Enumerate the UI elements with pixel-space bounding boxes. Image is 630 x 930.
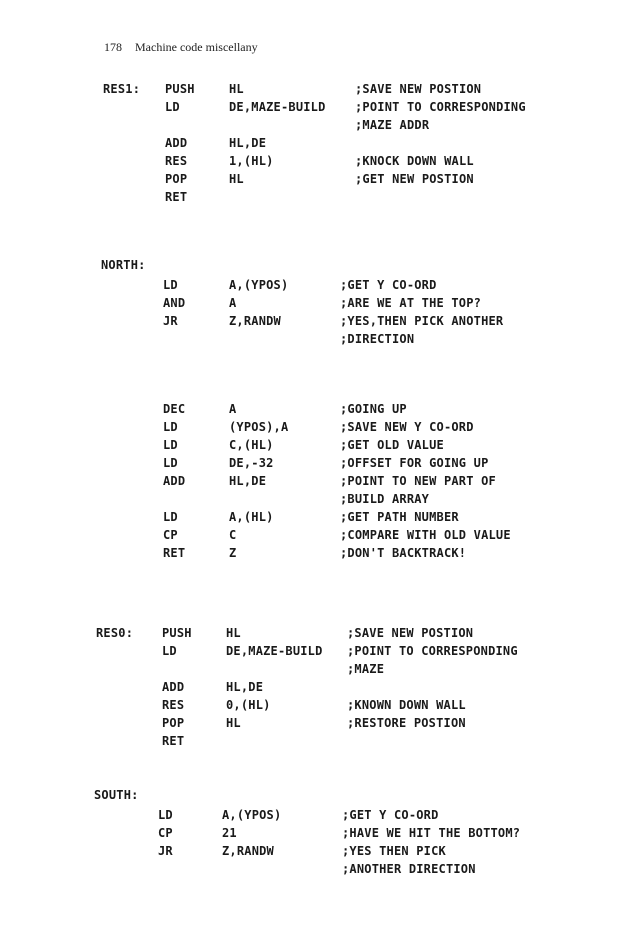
code-line (0, 98, 630, 116)
code-mnemonic: POP (162, 716, 185, 730)
code-operand: DE,MAZE-BUILD (226, 644, 323, 658)
code-mnemonic: JR (163, 314, 178, 328)
code-mnemonic: LD (165, 100, 180, 114)
code-line (0, 472, 630, 490)
code-operand: HL (226, 716, 241, 730)
code-mnemonic: JR (158, 844, 173, 858)
code-operand: HL (229, 172, 244, 186)
code-comment: ;HAVE WE HIT THE BOTTOM? (342, 826, 521, 840)
page-number: 178 (104, 40, 122, 54)
code-operand: HL (226, 626, 241, 640)
code-line (0, 418, 630, 436)
code-mnemonic: RES (165, 154, 188, 168)
code-operand: HL,DE (226, 680, 264, 694)
code-operand: HL (229, 82, 244, 96)
code-operand: DE,-32 (229, 456, 274, 470)
code-operand: HL,DE (229, 136, 267, 150)
code-comment: ;GET Y CO-ORD (342, 808, 439, 822)
code-line (0, 170, 630, 188)
code-comment: ;POINT TO CORRESPONDING (347, 644, 518, 658)
code-mnemonic: LD (163, 510, 178, 524)
code-mnemonic: PUSH (162, 626, 192, 640)
code-label: SOUTH: (94, 788, 139, 802)
code-line (0, 312, 630, 330)
chapter-title: Machine code miscellany (135, 40, 258, 54)
code-line (0, 508, 630, 526)
code-line (0, 624, 630, 642)
code-label: NORTH: (101, 258, 146, 272)
code-comment: ;SAVE NEW POSTION (347, 626, 474, 640)
code-line (0, 732, 630, 750)
code-mnemonic: CP (158, 826, 173, 840)
code-mnemonic: LD (163, 456, 178, 470)
code-line (0, 842, 630, 860)
code-comment: ;YES,THEN PICK ANOTHER (340, 314, 504, 328)
code-line (0, 678, 630, 696)
code-line (0, 526, 630, 544)
code-comment: ;OFFSET FOR GOING UP (340, 456, 489, 470)
code-line (0, 276, 630, 294)
code-mnemonic: POP (165, 172, 188, 186)
code-mnemonic: LD (162, 644, 177, 658)
code-comment: ;KNOCK DOWN WALL (355, 154, 474, 168)
code-line (0, 544, 630, 562)
code-comment: ;GET OLD VALUE (340, 438, 444, 452)
code-line (0, 786, 630, 804)
code-comment: ;POINT TO NEW PART OF (340, 474, 496, 488)
code-line (0, 454, 630, 472)
code-operand: 21 (222, 826, 237, 840)
code-label: RES1: (103, 82, 141, 96)
code-comment: ;YES THEN PICK (342, 844, 446, 858)
code-mnemonic: RET (165, 190, 188, 204)
code-operand: Z,RANDW (229, 314, 281, 328)
code-mnemonic: LD (158, 808, 173, 822)
code-line (0, 660, 630, 678)
code-mnemonic: RET (163, 546, 186, 560)
code-line (0, 642, 630, 660)
code-label: RES0: (96, 626, 134, 640)
code-line (0, 436, 630, 454)
code-line (0, 152, 630, 170)
code-line (0, 490, 630, 508)
code-line (0, 860, 630, 878)
code-operand: 1,(HL) (229, 154, 274, 168)
code-line (0, 80, 630, 98)
code-operand: C,(HL) (229, 438, 274, 452)
code-comment: ;GOING UP (340, 402, 407, 416)
code-comment: ;GET PATH NUMBER (340, 510, 459, 524)
code-comment: ;ARE WE AT THE TOP? (340, 296, 482, 310)
code-mnemonic: ADD (163, 474, 186, 488)
code-mnemonic: LD (163, 420, 178, 434)
code-operand: 0,(HL) (226, 698, 271, 712)
code-operand: Z (229, 546, 237, 560)
code-operand: DE,MAZE-BUILD (229, 100, 326, 114)
code-operand: A (229, 296, 237, 310)
code-operand: (YPOS),A (229, 420, 289, 434)
code-line (0, 806, 630, 824)
code-mnemonic: DEC (163, 402, 186, 416)
code-comment: ;ANOTHER DIRECTION (342, 862, 476, 876)
code-comment: ;DON'T BACKTRACK! (340, 546, 467, 560)
code-operand: HL,DE (229, 474, 267, 488)
code-mnemonic: ADD (165, 136, 188, 150)
code-operand: A (229, 402, 237, 416)
code-comment: ;DIRECTION (340, 332, 415, 346)
code-mnemonic: LD (163, 438, 178, 452)
code-operand: Z,RANDW (222, 844, 274, 858)
code-line (0, 116, 630, 134)
code-mnemonic: RES (162, 698, 185, 712)
code-line (0, 188, 630, 206)
code-mnemonic: PUSH (165, 82, 195, 96)
code-line (0, 824, 630, 842)
code-operand: C (229, 528, 237, 542)
code-line (0, 330, 630, 348)
code-line (0, 134, 630, 152)
code-mnemonic: LD (163, 278, 178, 292)
code-comment: ;COMPARE WITH OLD VALUE (340, 528, 511, 542)
code-line (0, 714, 630, 732)
code-mnemonic: CP (163, 528, 178, 542)
code-comment: ;RESTORE POSTION (347, 716, 466, 730)
code-line (0, 294, 630, 312)
code-line (0, 696, 630, 714)
code-mnemonic: AND (163, 296, 186, 310)
code-comment: ;POINT TO CORRESPONDING (355, 100, 526, 114)
code-mnemonic: RET (162, 734, 185, 748)
code-comment: ;KNOWN DOWN WALL (347, 698, 466, 712)
code-operand: A,(YPOS) (222, 808, 282, 822)
code-line (0, 256, 630, 274)
code-comment: ;MAZE ADDR (355, 118, 430, 132)
code-comment: ;SAVE NEW Y CO-ORD (340, 420, 474, 434)
code-line (0, 400, 630, 418)
code-comment: ;MAZE (347, 662, 385, 676)
code-mnemonic: ADD (162, 680, 185, 694)
code-operand: A,(YPOS) (229, 278, 289, 292)
code-comment: ;GET NEW POSTION (355, 172, 474, 186)
code-comment: ;GET Y CO-ORD (340, 278, 437, 292)
code-operand: A,(HL) (229, 510, 274, 524)
code-comment: ;BUILD ARRAY (340, 492, 430, 506)
code-comment: ;SAVE NEW POSTION (355, 82, 482, 96)
